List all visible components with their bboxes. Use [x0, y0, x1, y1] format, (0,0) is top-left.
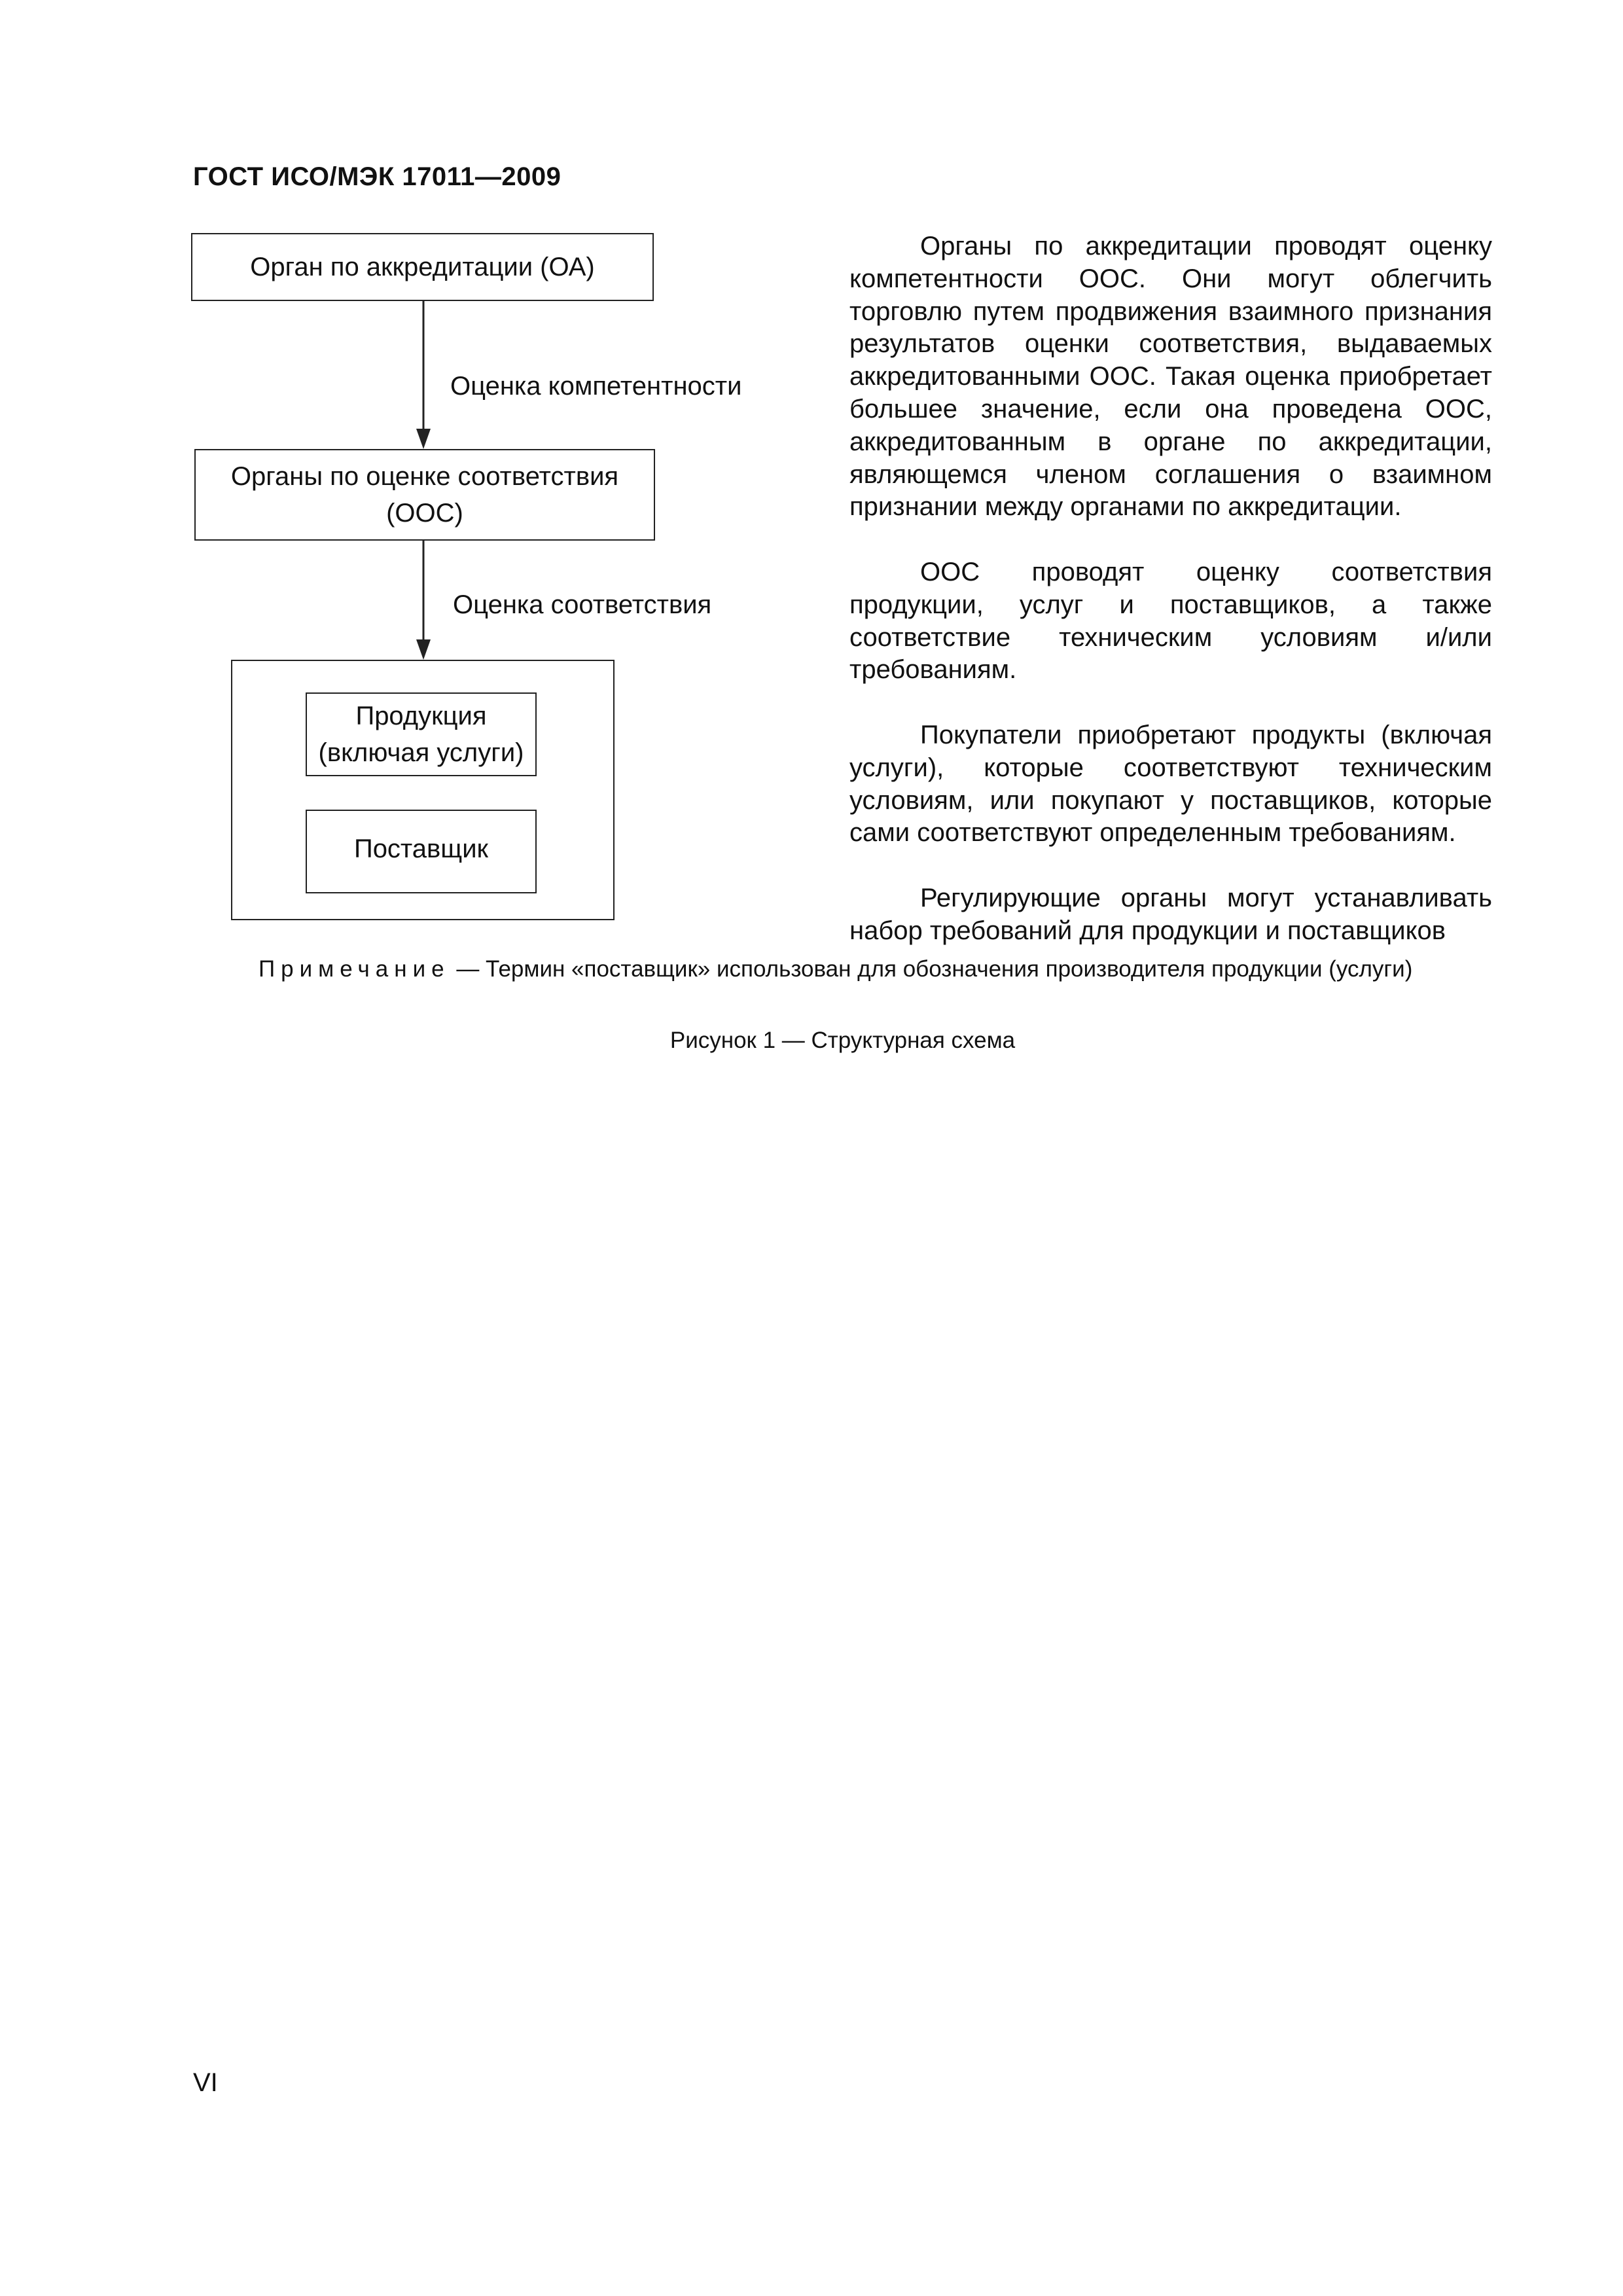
paragraph-accreditation: Органы по аккредитации проводят оценку компетентности ООС. Они могут облегчить торговлю путем продвижения взаимного признания результатов оценки соответствия, выдаваемых аккредитованными ООС. Такая оценка приобретает большее значение, если она проведена ООС, аккредитованным в органе по аккредитации, являющемся членом соглашения о взаимном признании между органами по аккредитации.: [849, 232, 1492, 522]
arrowhead-oos-to-subjects: [416, 639, 431, 660]
paragraph-buyers: Покупатели приобретают продукты (включая услуги), которые соответствуют техническим условиям, или покупают у поставщиков, которые сами соответствуют определенным требованиям.: [849, 720, 1492, 848]
supplier-label: Поставщик: [353, 834, 489, 863]
body-text: [849, 230, 1492, 980]
accreditation-body-label: Орган по аккредитации (ОА): [250, 253, 595, 281]
figure-note: [259, 956, 1492, 982]
conformity-bodies-label: Органы по оценке соответствия (ООС): [230, 462, 619, 528]
note-text: — Термин «поставщик» использован для обозначения производителя продукции (услуги): [450, 956, 1413, 982]
document-header: ГОСТ ИСО/МЭК 17011—2009: [193, 162, 562, 191]
products-label: Продукция (включая услуги): [318, 702, 524, 767]
paragraph-regulators: Регулирующие органы могут устанавливать набор требований для продукции и поставщиков: [849, 883, 1492, 945]
conformity-assessment-label: Оценка соответствия: [453, 590, 712, 619]
figure-caption: Рисунок 1 — Структурная схема: [669, 1028, 1016, 1053]
note-label: Примечание: [259, 956, 450, 982]
paragraph-conformity: ООС проводят оценку соответствия продукции, услуг и поставщиков, а также соответствие техническим условиям и/или требованиям.: [849, 557, 1492, 685]
arrowhead-oa-to-oos: [416, 429, 431, 449]
page-number: VI: [193, 2068, 218, 2097]
competence-assessment-label: Оценка компетентности: [450, 372, 742, 401]
